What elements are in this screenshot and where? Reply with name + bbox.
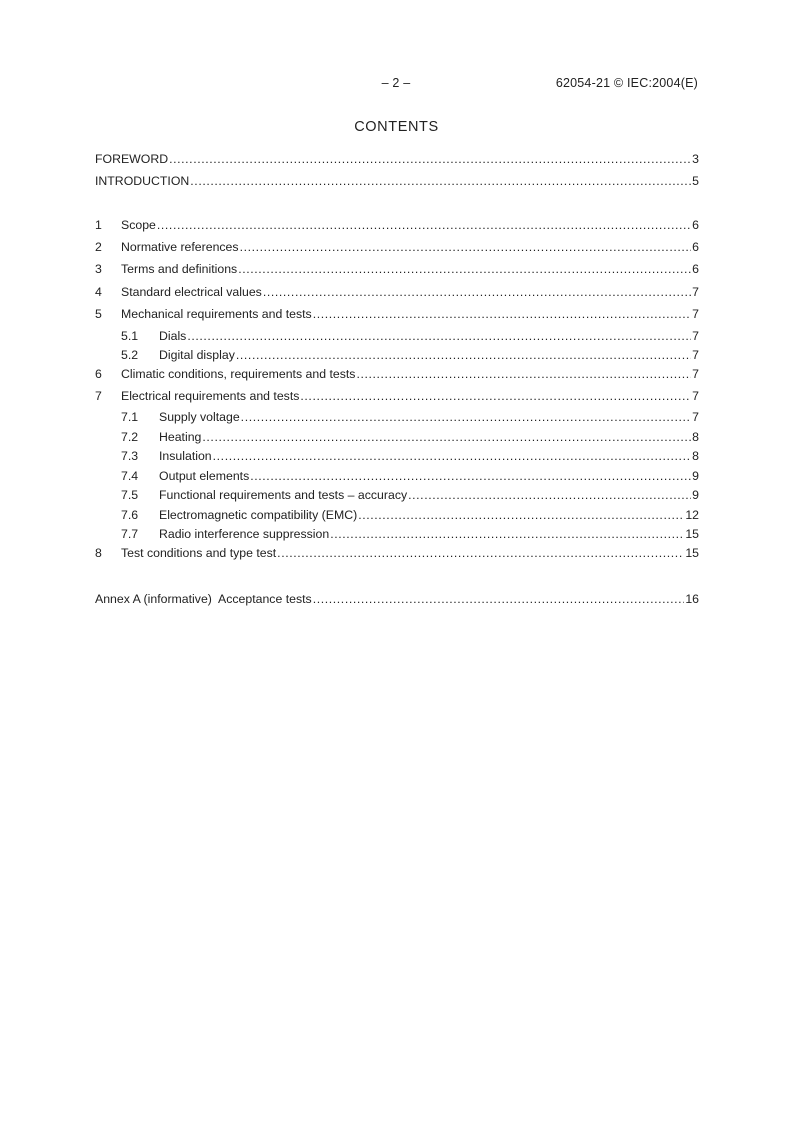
toc-label: Insulation <box>159 449 212 463</box>
toc-page: 15 <box>685 527 699 541</box>
toc-label: Output elements <box>159 469 250 483</box>
toc-page: 8 <box>692 430 699 444</box>
dot-leader <box>313 306 691 322</box>
toc-label: Terms and definitions <box>121 262 238 276</box>
toc-label: Climatic conditions, requirements and tests <box>121 367 356 381</box>
toc-label: Mechanical requirements and tests <box>121 307 312 321</box>
toc-label: Electrical requirements and tests <box>121 389 300 403</box>
toc-label: Scope <box>121 218 156 232</box>
dot-leader <box>241 409 691 425</box>
toc-entry[interactable] <box>95 526 699 542</box>
toc-page: 7 <box>692 410 699 424</box>
toc-entry[interactable] <box>95 261 699 277</box>
toc-label: Functional requirements and tests – accuracy <box>159 488 408 502</box>
toc-number: 8 <box>95 546 102 560</box>
toc-page: 7 <box>692 285 699 299</box>
toc-page: 9 <box>692 469 699 483</box>
toc-label: Annex A (informative) Acceptance tests <box>95 592 312 606</box>
toc-number: 5.2 <box>121 348 139 362</box>
toc-label: Dials <box>159 329 187 343</box>
toc-label: Heating <box>159 430 202 444</box>
dot-leader <box>157 217 691 233</box>
page-number: – 2 – <box>381 76 411 90</box>
toc-entry[interactable] <box>95 347 699 363</box>
toc-entry[interactable] <box>95 468 699 484</box>
toc-entry[interactable] <box>95 429 699 445</box>
toc-entry[interactable] <box>95 545 699 561</box>
dot-leader <box>213 448 692 464</box>
toc-number: 7.4 <box>121 469 139 483</box>
toc-number: 7.7 <box>121 527 139 541</box>
toc-page: 6 <box>692 262 699 276</box>
dot-leader <box>263 284 691 300</box>
toc-number: 5 <box>95 307 102 321</box>
dot-leader <box>240 239 692 255</box>
toc-number: 2 <box>95 240 102 254</box>
toc-number: 7.2 <box>121 430 139 444</box>
toc-label: Normative references <box>121 240 239 254</box>
toc-entry[interactable] <box>95 173 699 189</box>
toc-number: 1 <box>95 218 102 232</box>
toc-number: 3 <box>95 262 102 276</box>
toc-entry[interactable] <box>95 487 699 503</box>
toc-page: 7 <box>692 389 699 403</box>
toc-page: 12 <box>685 508 699 522</box>
toc-entry[interactable] <box>95 448 699 464</box>
toc-number: 7.5 <box>121 488 139 502</box>
toc-label: Radio interference suppression <box>159 527 330 541</box>
toc-number: 4 <box>95 285 102 299</box>
toc-page: 7 <box>692 348 699 362</box>
toc-number: 7.3 <box>121 449 139 463</box>
toc-entry[interactable] <box>95 507 699 523</box>
dot-leader <box>277 545 684 561</box>
page-title: CONTENTS <box>354 119 439 135</box>
toc-entry[interactable] <box>95 366 699 382</box>
dot-leader <box>238 261 691 277</box>
toc-label: Electromagnetic compatibility (EMC) <box>159 508 358 522</box>
toc-page: 7 <box>692 329 699 343</box>
toc-entry[interactable] <box>95 409 699 425</box>
document-reference: 62054-21 © IEC:2004(E) <box>555 76 698 90</box>
toc-label: Supply voltage <box>159 410 240 424</box>
toc-label: Digital display <box>159 348 235 362</box>
toc-page: 15 <box>685 546 699 560</box>
toc-number: 6 <box>95 367 102 381</box>
toc-entry[interactable] <box>95 388 699 404</box>
toc-label: Standard electrical values <box>121 285 262 299</box>
dot-leader <box>300 388 691 404</box>
toc-page: 8 <box>692 449 699 463</box>
toc-entry[interactable] <box>95 306 699 322</box>
dot-leader <box>356 366 691 382</box>
toc-entry[interactable] <box>95 217 699 233</box>
toc-entry[interactable] <box>95 284 699 300</box>
toc-number: 7.1 <box>121 410 139 424</box>
toc-page: 9 <box>692 488 699 502</box>
toc-page: 6 <box>692 240 699 254</box>
toc-label: FOREWORD <box>95 152 169 166</box>
toc-number: 7 <box>95 389 102 403</box>
dot-leader <box>358 507 684 523</box>
toc-entry[interactable] <box>95 239 699 255</box>
dot-leader <box>202 429 691 445</box>
dot-leader <box>236 347 691 363</box>
dot-leader <box>187 328 691 344</box>
toc-entry[interactable] <box>95 591 699 607</box>
toc-label: INTRODUCTION <box>95 174 190 188</box>
toc-page: 3 <box>692 152 699 166</box>
toc-page: 7 <box>692 367 699 381</box>
toc-entry[interactable] <box>95 151 699 167</box>
toc-page: 7 <box>692 307 699 321</box>
dot-leader <box>190 173 691 189</box>
dot-leader <box>330 526 684 542</box>
toc-number: 5.1 <box>121 329 139 343</box>
toc-entry[interactable] <box>95 328 699 344</box>
toc-label: Test conditions and type test <box>121 546 277 560</box>
dot-leader <box>169 151 691 167</box>
dot-leader <box>408 487 691 503</box>
dot-leader <box>250 468 691 484</box>
toc-page: 5 <box>692 174 699 188</box>
toc-page: 6 <box>692 218 699 232</box>
toc-number: 7.6 <box>121 508 139 522</box>
toc-page: 16 <box>685 592 699 606</box>
dot-leader <box>313 591 685 607</box>
